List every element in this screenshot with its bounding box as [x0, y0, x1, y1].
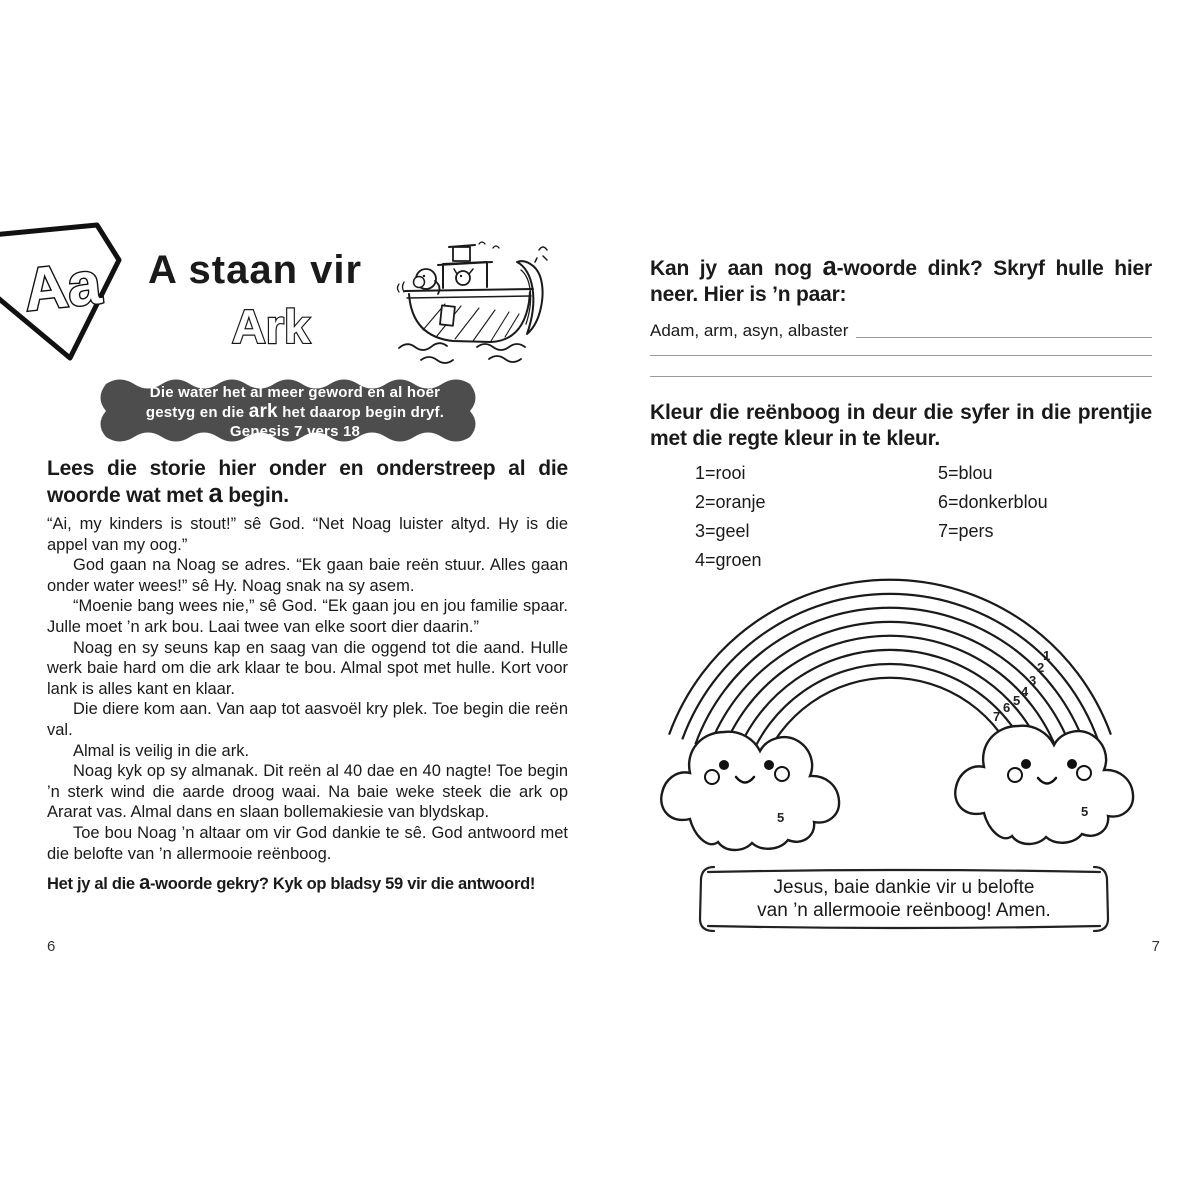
- prayer-box: [690, 863, 1118, 935]
- story-paragraph: God gaan na Noag se adres. “Ek gaan baie reën stuur. Alles gaan onder water wees!” sê Hy. Noag snak na sy asem.: [47, 556, 568, 595]
- rainbow-illustration: [655, 575, 1140, 860]
- page-title-line2-outline: [205, 296, 375, 358]
- color-key-item: 6=donkerblou: [938, 492, 1048, 512]
- page-number-left: 6: [47, 938, 56, 955]
- example-words-row: [650, 321, 1152, 341]
- prayer-line2: van ’n allermooie reënboog! Amen.: [757, 900, 1051, 921]
- a-words-question-heading: Kan jy aan nog a-woorde dink? Skryf hulle hier neer. Hier is ’n paar:: [650, 253, 1152, 306]
- title-ark-text: Ark: [231, 300, 311, 353]
- page-number-right: 7: [1151, 938, 1160, 955]
- verse-line1: Die water het al meer geword en al hoër: [149, 384, 441, 401]
- cloud-left: [661, 732, 839, 850]
- story-paragraph: “Ai, my kinders is stout!” sê God. “Net Noag luister altyd. Hy is die appel van my oog.”: [47, 515, 568, 554]
- bird: [535, 247, 547, 262]
- band-number: 7: [993, 709, 1001, 724]
- bold-letter-a: a: [822, 253, 837, 281]
- verse-word-ark: ark: [248, 401, 278, 422]
- verse-line2: gestyg en die ark het daarop begin dryf.: [145, 401, 445, 422]
- band-number: 2: [1037, 660, 1045, 675]
- writing-line: [856, 336, 1152, 338]
- story-paragraph: Noag kyk op sy almanak. Dit reën al 40 dae en 40 nagte! Toe begin ’n sterk wind die aarde droog waai. Na baie weke steek die ark op Ararat vas. Almal dans en slaan bollemakiesie van blydskap.: [47, 762, 568, 822]
- example-words: Adam, arm, asyn, albaster: [650, 321, 849, 340]
- story-paragraph: Toe bou Noag ’n altaar om vir God dankie te sê. God antwoord met die belofte van ’n allermooie reënboog.: [47, 823, 568, 863]
- cloud-right: [955, 726, 1133, 844]
- verse-banner: [98, 372, 492, 450]
- animal-head: [456, 271, 470, 285]
- bold-letter-a: a: [208, 480, 223, 508]
- waves: [399, 343, 525, 350]
- cloud-number: 5: [1081, 804, 1089, 819]
- band-number: 6: [1003, 700, 1011, 715]
- band-number: 1: [1043, 648, 1051, 663]
- writing-line: [650, 376, 1152, 377]
- story-instruction-heading: Lees die storie hier onder en onderstreep al die woorde wat met a begin.: [47, 457, 568, 508]
- noahs-ark-illustration: [393, 234, 551, 370]
- bold-letter-a: a: [139, 872, 150, 895]
- answer-hint-question: Het jy al die a-woorde gekry? Kyk op bladsy 59 vir die antwoord!: [47, 872, 536, 895]
- color-key-item: 3=geel: [695, 521, 750, 541]
- left-page-text-column: [47, 456, 568, 894]
- right-page-column: [650, 255, 1152, 935]
- color-key-item: 2=oranje: [695, 492, 766, 512]
- band-number: 4: [1021, 684, 1029, 699]
- color-key-item: 1=rooi: [695, 463, 746, 483]
- color-key-item: 5=blou: [938, 463, 993, 483]
- story-paragraph: Die diere kom aan. Van aap tot aasvoël kry plek. Toe begin die reën val.: [47, 700, 568, 739]
- prayer-line1: Jesus, baie dankie vir u belofte: [773, 877, 1035, 898]
- letter-pennant-badge: [0, 215, 135, 370]
- band-number: 5: [1013, 693, 1021, 708]
- writing-line: [650, 355, 1152, 356]
- story-paragraph: Almal is veilig in die ark.: [73, 741, 250, 760]
- letter-badge-text: Aa: [20, 248, 105, 324]
- color-key-item: 4=groen: [695, 550, 762, 570]
- color-key: [650, 459, 1152, 575]
- ark-hull: [409, 292, 530, 342]
- verse-reference: Genesis 7 vers 18: [229, 423, 361, 440]
- prayer-text: [690, 863, 1118, 922]
- story-paragraph: Noag en sy seuns kap en saag van die oggend tot die aand. Hulle werk baie hard om die ark klaar te bou. Almal spot met hulle. Kort voor lank is alles kant en klaar.: [47, 638, 568, 698]
- story-text: [47, 514, 568, 864]
- band-number: 3: [1029, 673, 1037, 688]
- page-title-line1: A staan vir: [148, 248, 363, 292]
- color-key-item: 7=pers: [938, 521, 994, 541]
- cloud-number: 5: [777, 810, 785, 825]
- ark-window: [440, 305, 455, 325]
- story-paragraph: “Moenie bang wees nie,” sê God. “Ek gaan jou en jou familie spaar. Julle moet ’n ark bou. Laai twee van elke soort dier daarin.”: [47, 597, 568, 636]
- rainbow-coloring-instruction: Kleur die reënboog in deur die syfer in die prentjie met die regte kleur in te kleur.: [650, 401, 1152, 450]
